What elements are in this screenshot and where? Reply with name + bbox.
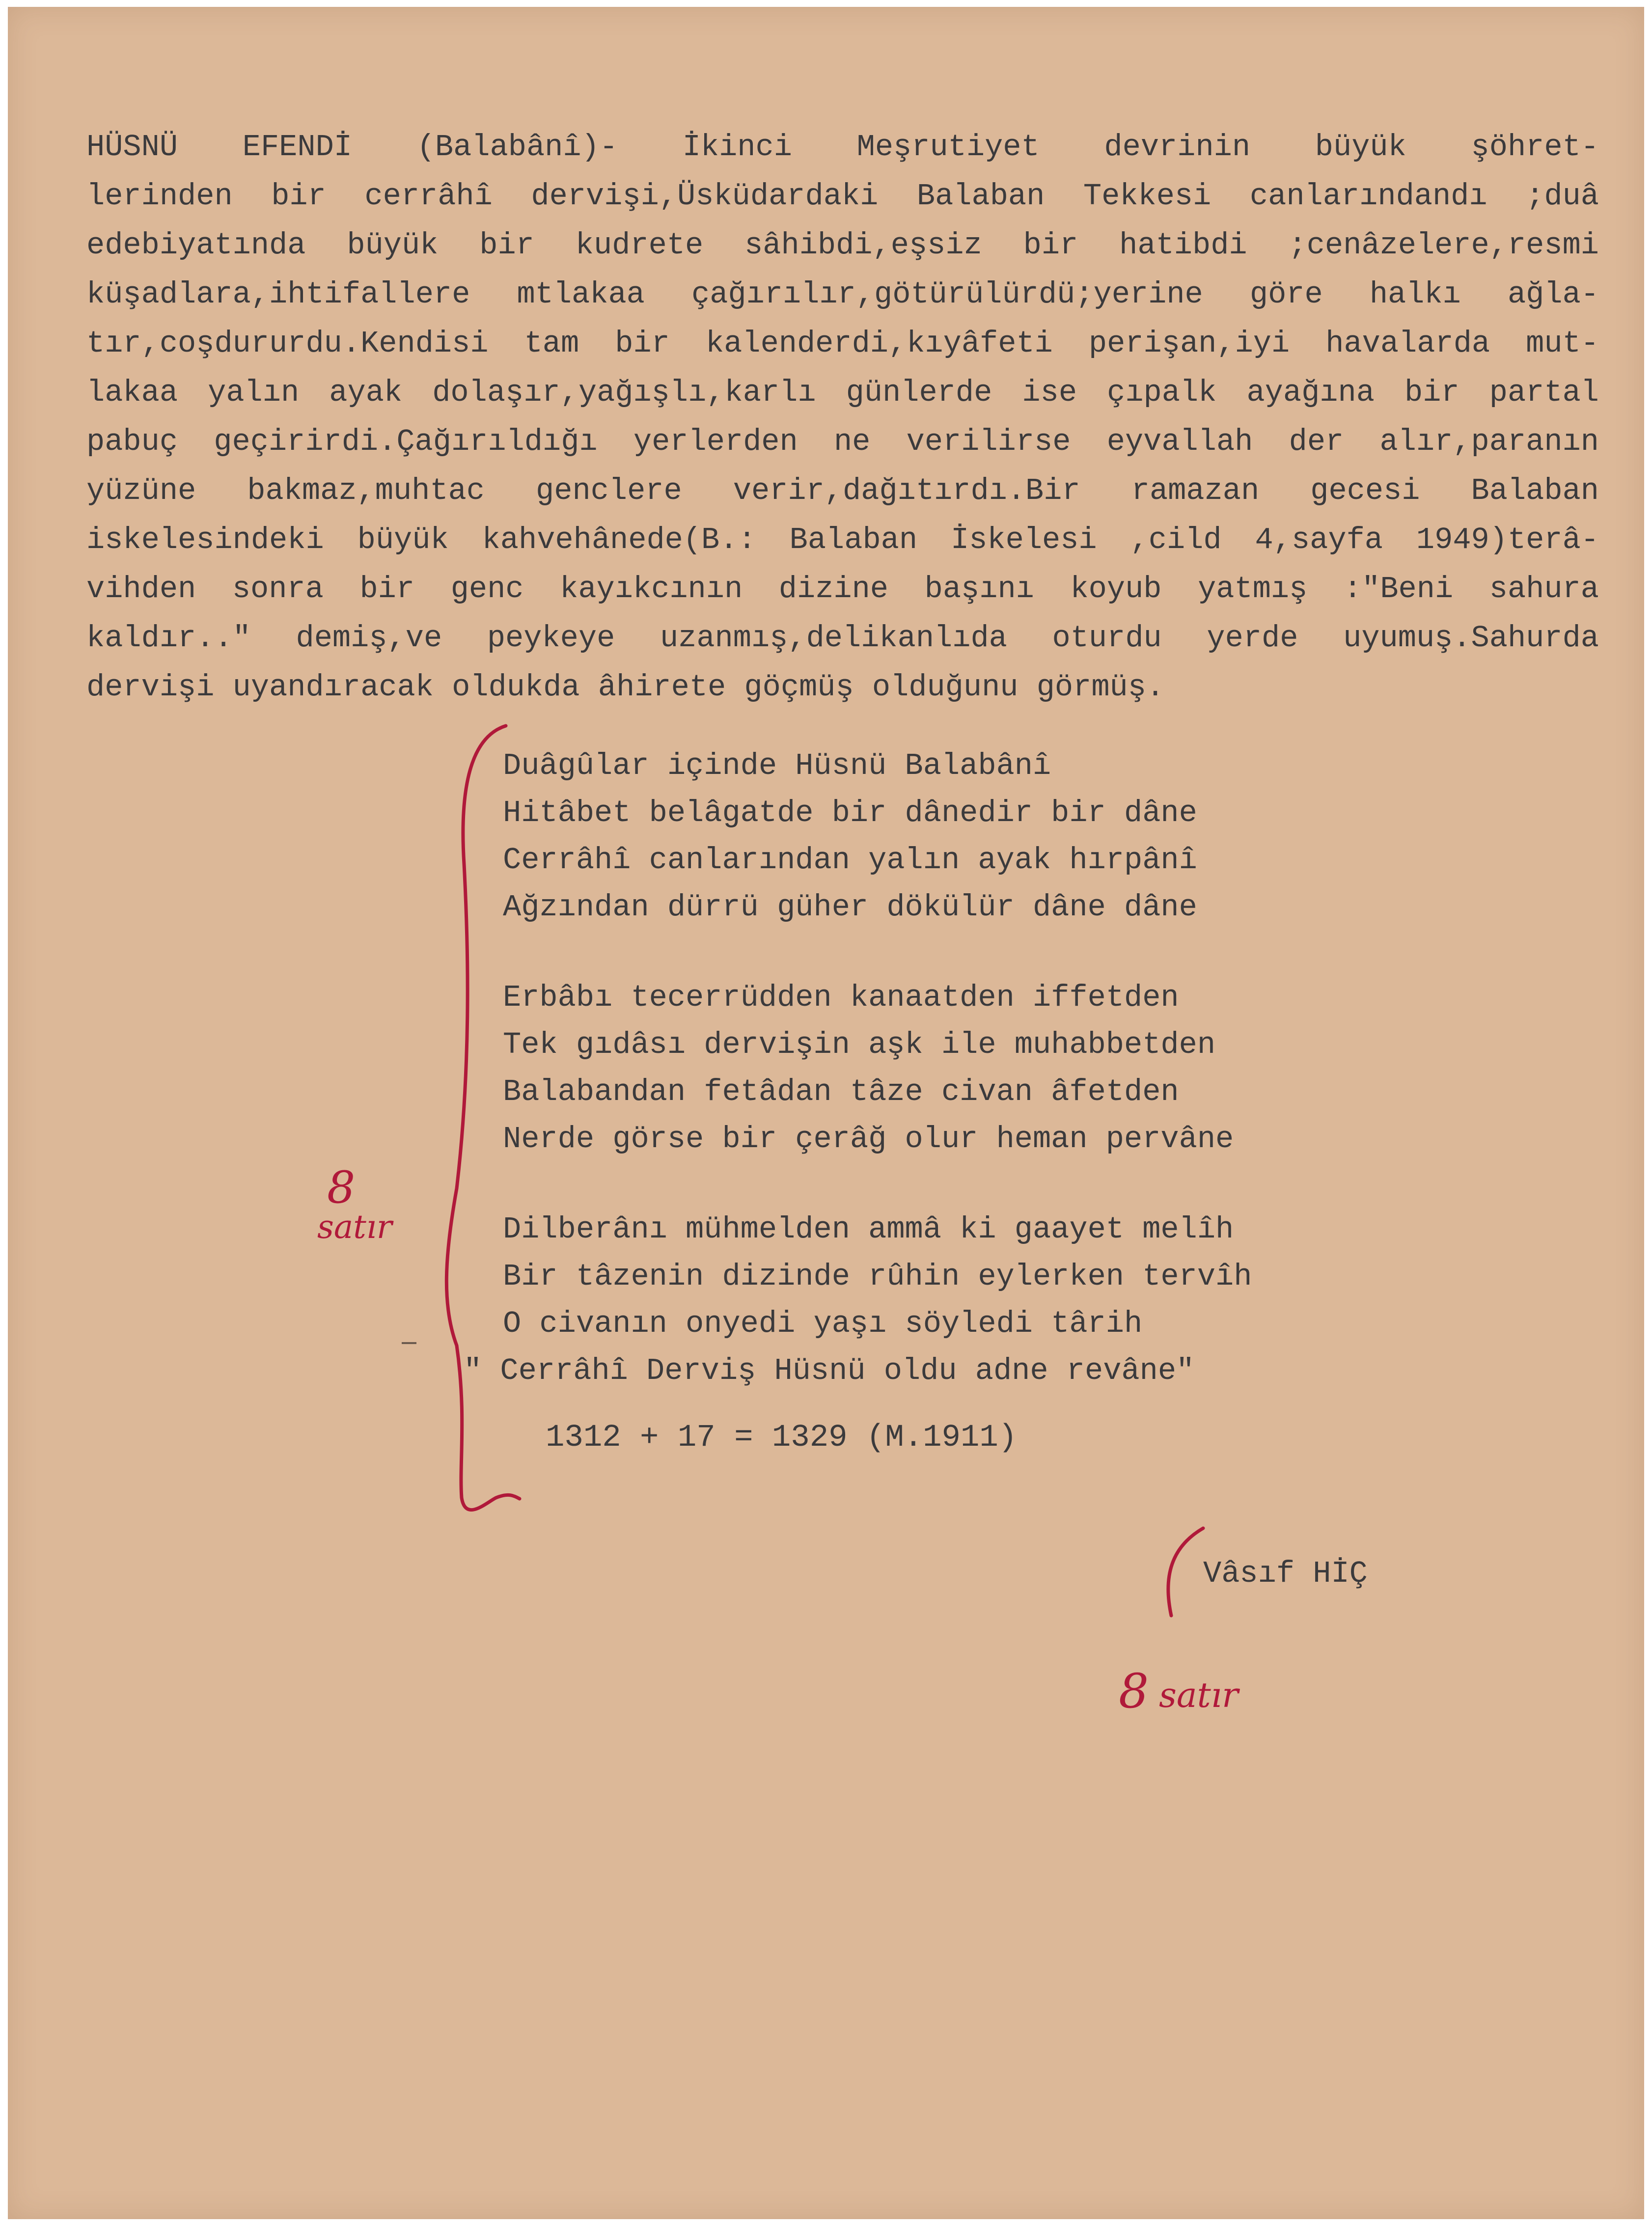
- paragraph-line-12: dervişi uyandıracak oldukda âhirete göçmüş olduğunu görmüş.: [86, 670, 1165, 705]
- poem-line-3: Cerrâhî canlarından yalın ayak hırpânî: [503, 843, 1197, 878]
- paragraph-line-5: tır,coşdururdu.Kendisi tam bir kalenderdi,kıyâfeti perişan,iyi havalarda mut-: [86, 326, 1599, 361]
- paragraph-line-10: vihden sonra bir genc kayıkcının dizine başını koyub yatmış :"Beni sahura: [86, 572, 1599, 606]
- paragraph-line-6: lakaa yalın ayak dolaşır,yağışlı,karlı günlerde ise çıpalk ayağına bir partal: [86, 375, 1599, 410]
- paragraph-line-4: küşadlara,ihtifallere mtlakaa çağırılır,götürülürdü;yerine göre halkı ağla-: [86, 277, 1599, 312]
- author-signature: Vâsıf HİÇ: [1203, 1556, 1368, 1591]
- poem-line-7: Tek gıdâsı dervişin aşk ile muhabbetden: [503, 1027, 1216, 1062]
- margin-note-right: [1119, 1664, 1305, 1723]
- margin-note-left-number: 8: [327, 1162, 356, 1213]
- paragraph-line-3: edebiyatında büyük bir kudrete sâhibdi,eşsiz bir hatibdi ;cenâzelere,resmi: [86, 228, 1599, 263]
- biography-paragraph: [86, 130, 1599, 719]
- paragraph-line-9: iskelesindeki büyük kahvehânede(B.: Balaban İskelesi ,cild 4,sayfa 1949)terâ-: [86, 522, 1599, 557]
- paragraph-line-7: pabuç geçirirdi.Çağırıldığı yerlerden ne verilirse eyvallah der alır,paranın: [86, 424, 1599, 459]
- poem-line-12: Bir tâzenin dizinde rûhin eylerken tervîh: [503, 1259, 1252, 1294]
- poem-line-13: O civanın onyedi yaşı söyledi târih: [503, 1306, 1143, 1341]
- document-page: [8, 7, 1644, 2219]
- poem-line-8: Balabandan fetâdan tâze civan âfetden: [503, 1074, 1179, 1109]
- paragraph-line-11: kaldır.." demiş,ve peykeye uzanmış,delikanlıda oturdu yerde uyumuş.Sahurda: [86, 621, 1599, 656]
- margin-note-right-word: satır: [1159, 1675, 1239, 1715]
- poem-line-4: Ağzından dürrü güher dökülür dâne dâne: [503, 890, 1197, 925]
- poem-block: [464, 748, 1534, 1485]
- poem-line-1: Duâgûlar içinde Hüsnü Balabânî: [503, 748, 1051, 783]
- poem-line-2: Hitâbet belâgatde bir dânedir bir dâne: [503, 796, 1197, 830]
- margin-note-right-number: 8: [1119, 1664, 1149, 1719]
- paragraph-line-1: HÜSNÜ EFENDİ (Balabânî)- İkinci Meşrutiyet devrinin büyük şöhret-: [86, 130, 1599, 165]
- chronogram-formula: 1312 + 17 = 1329 (M.1911): [546, 1420, 1018, 1456]
- poem-line-11: Dilberânı mühmelden ammâ ki gaayet melîh: [503, 1212, 1234, 1247]
- poem-line-14: " Cerrâhî Derviş Hüsnü oldu adne revâne": [464, 1353, 1195, 1388]
- margin-note-left-word: satır: [317, 1208, 392, 1246]
- poem-line-6: Erbâbı tecerrüdden kanaatden iffetden: [503, 980, 1179, 1015]
- paragraph-line-2: lerinden bir cerrâhî dervişi,Üsküdardaki Balaban Tekkesi canlarındandı ;duâ: [86, 179, 1599, 214]
- poem-line-9: Nerde görse bir çerâğ olur heman pervâne: [503, 1122, 1234, 1156]
- margin-note-left: [317, 1162, 445, 1279]
- paragraph-line-8: yüzüne bakmaz,muhtac genclere verir,dağıtırdı.Bir ramazan gecesi Balaban: [86, 473, 1599, 508]
